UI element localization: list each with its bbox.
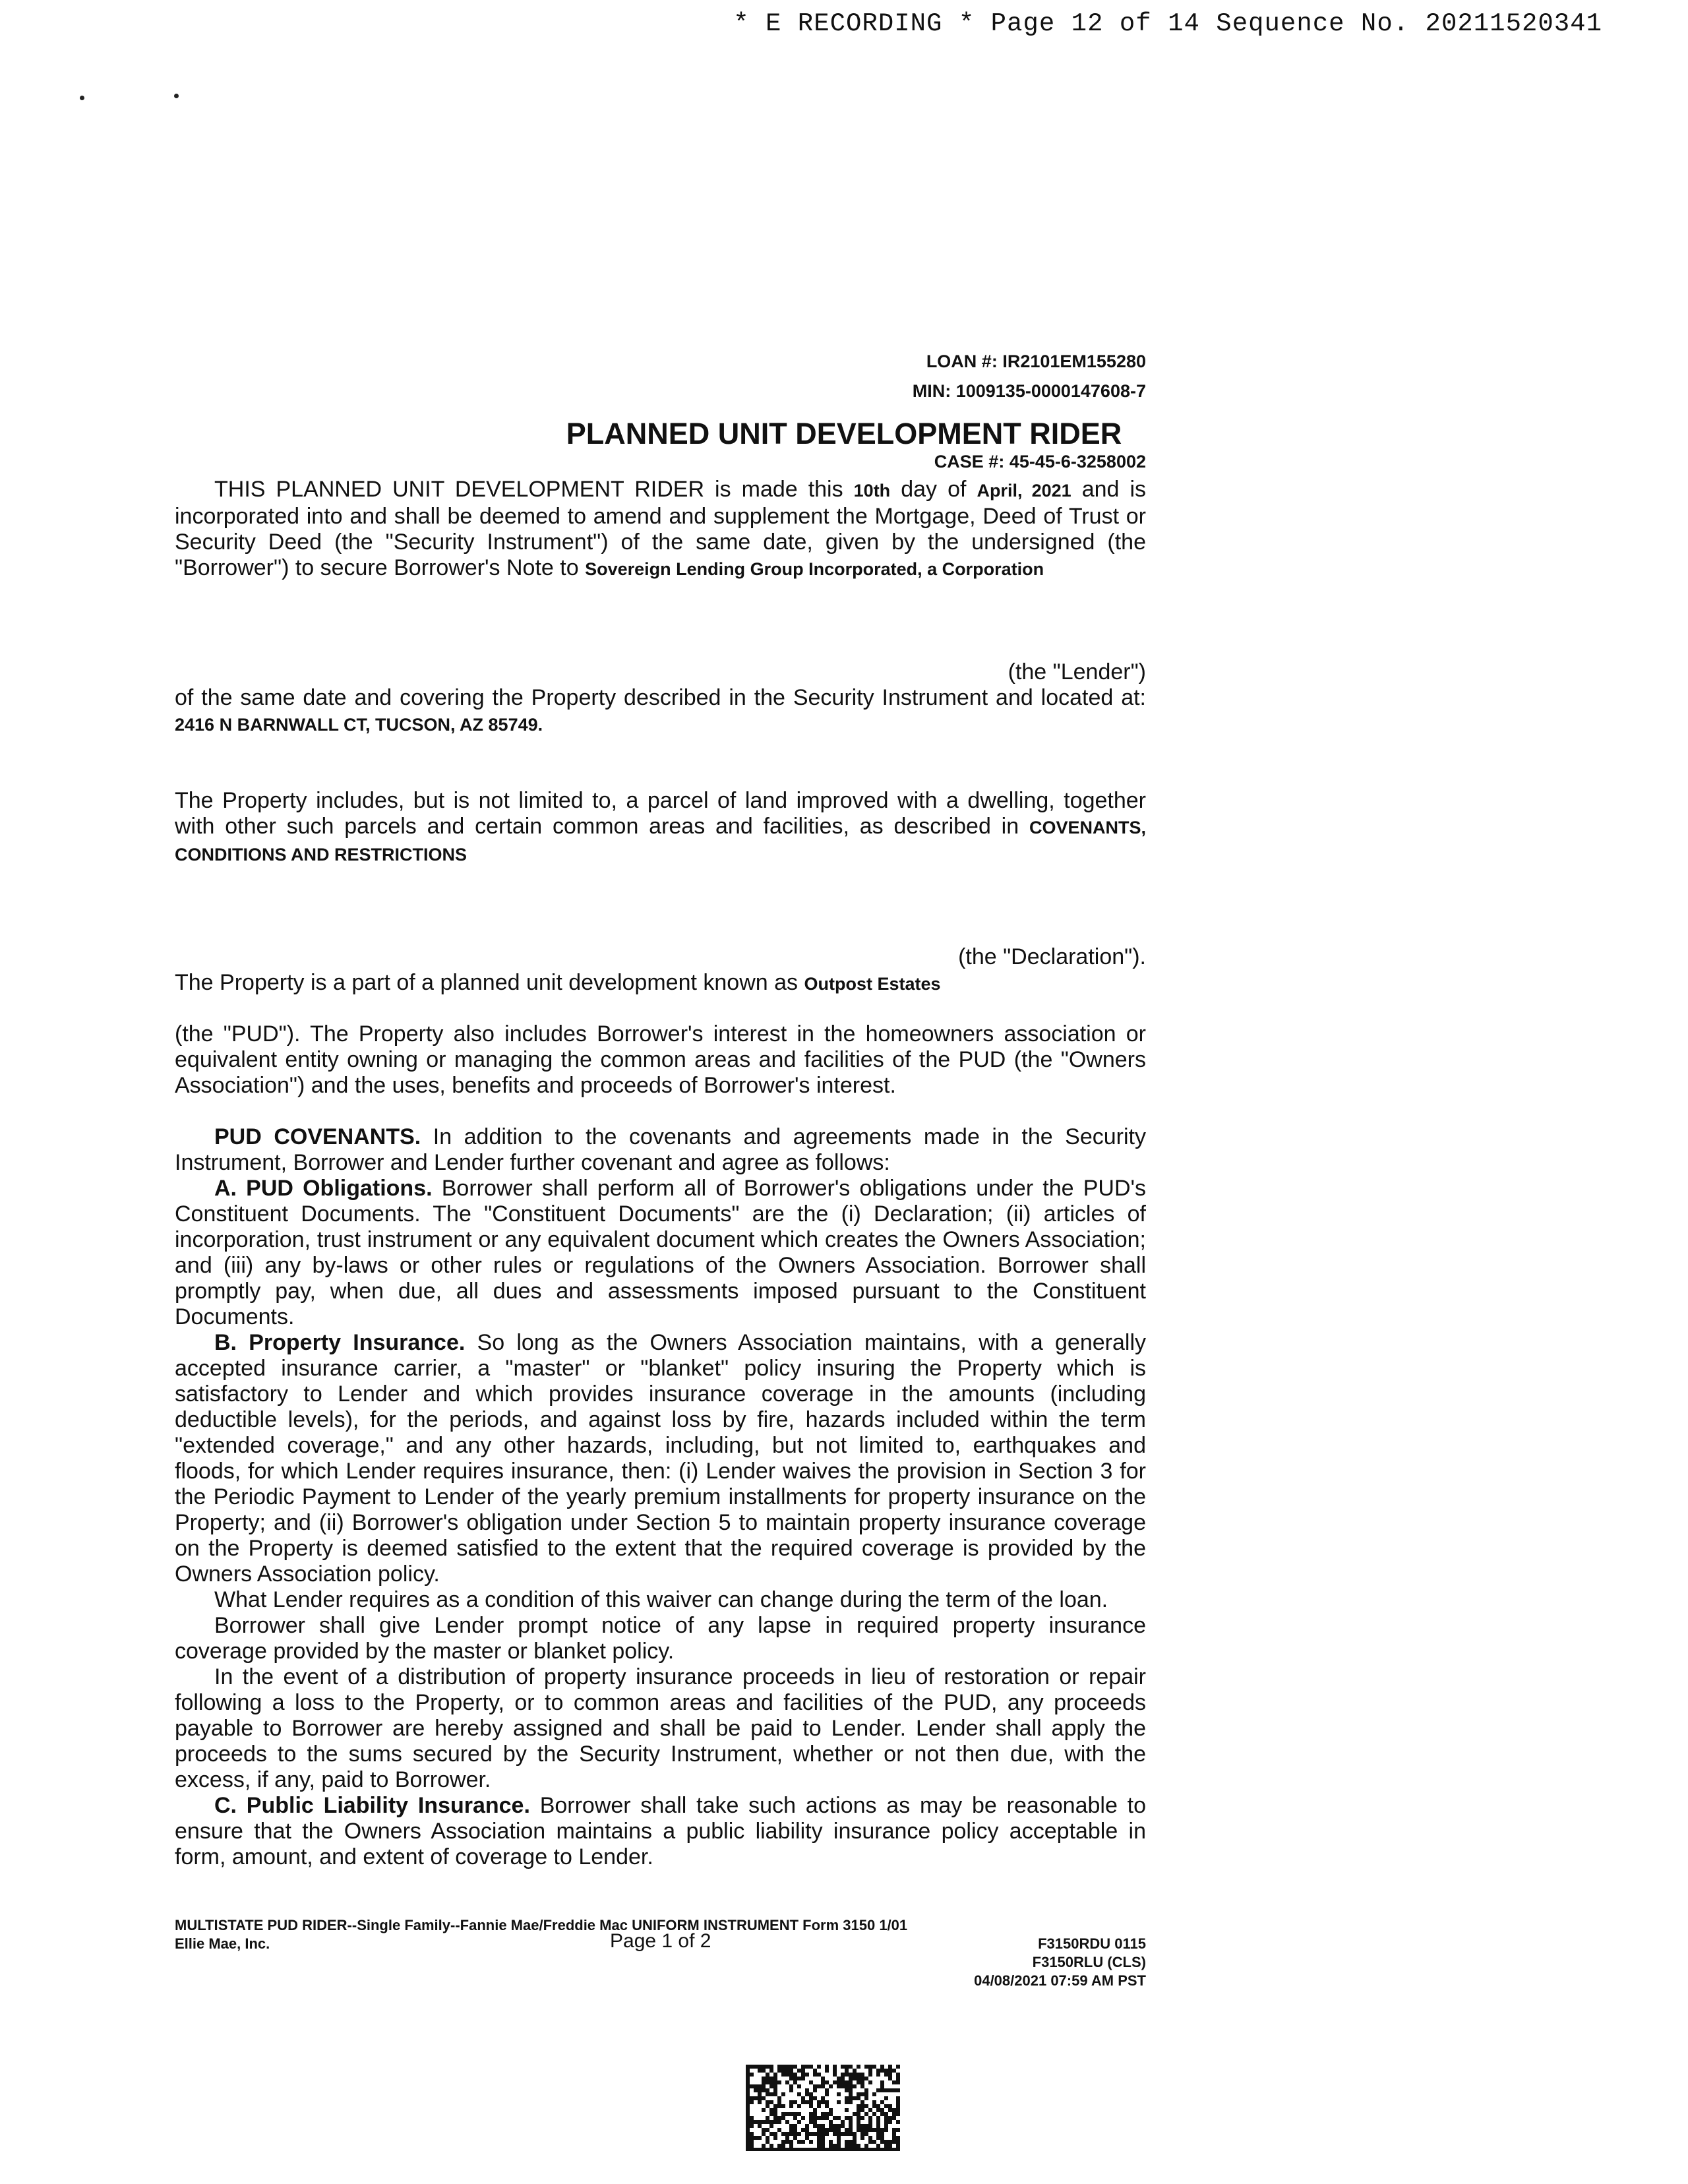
intro-text-2: day of xyxy=(901,477,967,502)
covenants-intro-text: In addition to the covenants and agreements made in the Security Instrument, Borrower and Lender further covenant and agree as follows: xyxy=(175,1124,1146,1175)
loan-label: LOAN #: xyxy=(926,351,998,371)
lender-suffix: (the "Lender") xyxy=(1008,659,1146,684)
pud-definition-paragraph: (the "PUD"). The Property also includes Borrower's interest in the homeowners association or equivalent entity owning or managing the common areas and facilities of the PUD (the "Owners Association") and the uses, benefits and proceeds of Borrower's interest. xyxy=(175,1021,1146,1098)
pud-name-paragraph xyxy=(175,970,1146,997)
footer-timestamp: 04/08/2021 07:59 AM PST xyxy=(974,1972,1146,1989)
recording-header: * E RECORDING * Page 12 of 14 Sequence No. 20211520341 xyxy=(733,9,1602,38)
pud-definition-block xyxy=(175,1021,1146,1099)
section-b-waiver: What Lender requires as a condition of this waiver can change during the term of the loan. xyxy=(214,1587,1108,1612)
footer-code-2: F3150RLU (CLS) xyxy=(1032,1954,1146,1970)
section-b-proceeds: In the event of a distribution of property insurance proceeds in lieu of restoration or repair following a loss to the Property, or to common areas and facilities of the PUD, any proceeds payable to Borrower are hereby assigned and shall be paid to Lender. Lender shall apply the proceeds to the sums secured by the Security Instrument, whether or not then due, with the excess, if any, paid to Borrower. xyxy=(175,1664,1146,1792)
property-location-paragraph xyxy=(175,685,1146,738)
intro-block xyxy=(175,477,1146,582)
section-b-text: So long as the Owners Association maintains, with a generally accepted insurance carrier, a "master" or "blanket" policy insuring the Property which is satisfactory to Lender and which provides insurance coverage in the amounts (including deductible levels), for the periods, and against loss by fire, hazards included within the term "extended coverage," and any other hazards, including, but not limited to, earthquakes and floods, for which Lender requires insurance, then: (i) Lender waives the provision in Section 3 for the Periodic Payment to Lender of the yearly premium installments for property insurance on the Property; and (ii) Borrower's obligation under Section 5 to maintain property insurance coverage on the Property is deemed satisfied to the extent that the required coverage is provided by the Owners Association policy. xyxy=(175,1330,1146,1587)
property-address: 2416 N BARNWALL CT, TUCSON, AZ 85749. xyxy=(175,715,543,735)
section-c-heading: C. Public Liability Insurance. xyxy=(214,1793,530,1818)
section-a xyxy=(175,1176,1146,1330)
pud-name-block xyxy=(175,970,1146,997)
min-number: 1009135-0000147608-7 xyxy=(955,381,1146,401)
case-number-line xyxy=(934,452,1146,472)
day-value: 10th xyxy=(853,481,891,501)
section-c xyxy=(175,1793,1146,1870)
property-includes-text: The Property includes, but is not limited to, a parcel of land improved with a dwelling, together with other such parcels and certain common areas and facilities, as described in xyxy=(175,788,1146,839)
scan-speck-left xyxy=(80,96,84,100)
footer-form-line: MULTISTATE PUD RIDER--Single Family--Fannie Mae/Freddie Mac UNIFORM INSTRUMENT Form 3150 1/01 xyxy=(175,1917,908,1933)
section-b-heading: B. Property Insurance. xyxy=(214,1330,466,1355)
covenants-intro xyxy=(175,1124,1146,1176)
declaration-name: COVENANTS, CONDITIONS AND RESTRICTIONS xyxy=(175,818,1146,864)
scan-speck-right xyxy=(174,94,179,98)
footer-page-number: Page 1 of 2 xyxy=(610,1930,711,1952)
section-a-heading: A. PUD Obligations. xyxy=(214,1176,433,1201)
section-a-text: Borrower shall perform all of Borrower's obligations under the PUD's Constituent Documents. The "Constituent Documents" are the (i) Declaration; (ii) articles of incorporation, trust instrument or any equivalent document which creates the Owners Association; and (iii) any by-laws or other rules or regulations of the Owners Association. Borrower shall promptly pay, when due, all dues and assessments imposed pursuant to the Constituent Documents. xyxy=(175,1176,1147,1329)
loan-number: IR2101EM155280 xyxy=(1002,351,1146,371)
footer-vendor: Ellie Mae, Inc. xyxy=(175,1935,270,1952)
pud-known-as-text: The Property is a part of a planned unit development known as xyxy=(175,970,799,995)
footer-code-1: F3150RDU 0115 xyxy=(1038,1935,1146,1952)
intro-paragraph xyxy=(175,477,1146,582)
month-year-value: April, 2021 xyxy=(977,481,1071,501)
case-label: CASE #: xyxy=(934,452,1005,471)
intro-text-3: and is incorporated into and shall be deemed to amend and supplement the Mortgage, Deed of Trust or Security Deed (the "Security Instrument") of the same date, given by the undersigned (the "Borrower") to secure Borrower's Note to xyxy=(175,477,1147,580)
covenants-block xyxy=(175,1124,1146,1870)
min-number-line xyxy=(913,376,1146,406)
section-b-notice: Borrower shall give Lender prompt notice of any lapse in required property insurance coverage provided by the master or blanket policy. xyxy=(175,1613,1146,1664)
covenants-heading: PUD COVENANTS. xyxy=(214,1124,421,1149)
document-title: PLANNED UNIT DEVELOPMENT RIDER xyxy=(566,417,1122,450)
2d-barcode xyxy=(745,2064,901,2151)
pud-name: Outpost Estates xyxy=(804,974,941,994)
property-location-block xyxy=(175,685,1146,738)
min-label: MIN: xyxy=(912,381,951,401)
section-b xyxy=(175,1330,1146,1587)
property-includes-block xyxy=(175,788,1146,868)
section-c-text: Borrower shall take such actions as may be reasonable to ensure that the Owners Association maintains a public liability insurance policy acceptable in form, amount, and extent of coverage to Lender. xyxy=(175,1793,1146,1869)
location-text: of the same date and covering the Property described in the Security Instrument and located at: xyxy=(175,685,1146,710)
loan-number-line xyxy=(926,346,1146,377)
intro-text-1: THIS PLANNED UNIT DEVELOPMENT RIDER is made this xyxy=(214,477,843,502)
case-number: 45-45-6-3258002 xyxy=(1009,452,1146,471)
property-includes-paragraph xyxy=(175,788,1146,868)
lender-name: Sovereign Lending Group Incorporated, a Corporation xyxy=(585,559,1044,579)
declaration-suffix: (the "Declaration"). xyxy=(958,944,1146,969)
